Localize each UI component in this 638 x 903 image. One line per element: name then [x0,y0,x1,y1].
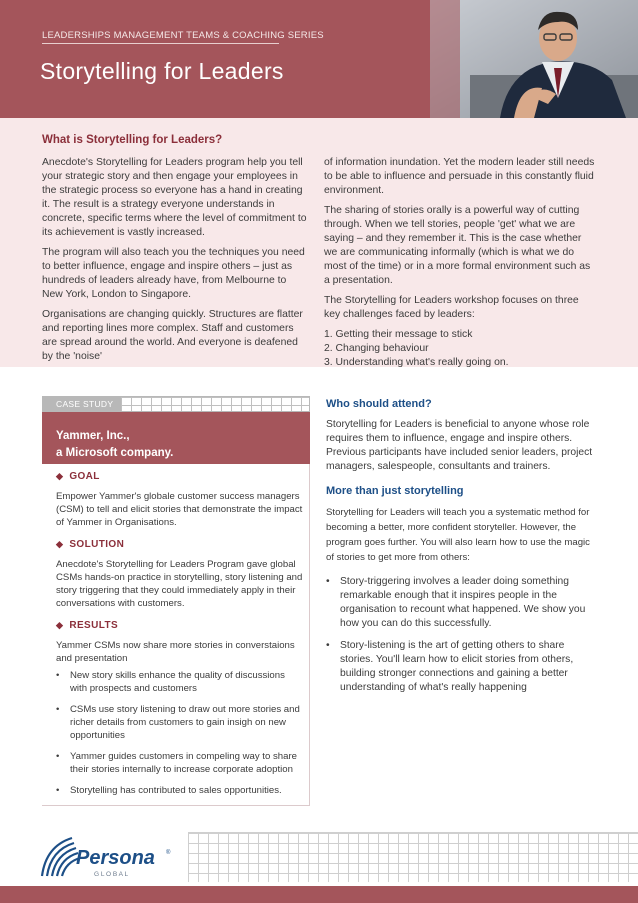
case-study-body [56,470,304,805]
header-banner [0,0,638,118]
results-intro: Yammer CSMs now share more stories in converstaions and presentation [56,640,295,664]
intro-paragraph: of information inundation. Yet the modern leader still needs to be able to influence and persuade in this constantly fluid environment. [324,157,595,196]
more-heading: More than just storytelling [326,485,464,497]
case-study-header [42,412,310,464]
list-item: 1. Getting their message to stick [324,329,473,340]
bullet-icon: • [56,704,60,715]
intro-paragraph: The sharing of stories orally is a powerful way of cutting through. When we tell stories, people 'get' what we are saying – and they remember it. This is the case whether we are communicating informally (which is what we do most of the time) or in a more formal environment such as a presentation. [324,205,591,286]
bullet-icon: • [56,670,60,681]
diamond-icon: ◆ [56,471,64,481]
more-text: Storytelling for Leaders will teach you a systematic method for becoming a better, more confident storyteller. However, the program goes further. You will also learn how to use the magic of stories to get more from others: [326,507,590,563]
persona-global-logo [38,832,178,882]
challenges-list [324,328,596,370]
case-study-box [42,412,310,806]
company-subtitle: a Microsoft company. [56,447,174,459]
series-label: LEADERSHIPS MANAGEMENT TEAMS & COACHING SERIES [42,30,324,41]
businessman-photo [430,0,638,118]
intro-heading: What is Storytelling for Leaders? [42,134,223,146]
right-column [326,397,596,703]
list-item-text: Storytelling has contributed to sales opportunities. [70,785,282,796]
intro-section [0,118,638,367]
case-study-company [56,428,173,462]
footer-band [0,886,638,903]
case-study-grid-decoration [120,396,310,412]
logo-subtitle: G L O B A L [94,871,129,878]
goal-label-text: GOAL [69,471,100,482]
goal-text: Empower Yammer's globale customer success managers (CSM) to tell and elicit stories that demonstrate the impact of Yammer in Organisations. [56,491,303,528]
list-item: 2. Changing behaviour [324,343,429,354]
list-item: 3. Understanding what's really going on. [324,357,509,368]
case-study-tab: CASE STUDY [42,396,120,412]
registered-mark: ® [166,850,171,856]
intro-right-column [324,156,596,370]
list-item [56,750,304,776]
results-label [56,619,304,632]
intro-left-column [42,156,308,370]
intro-paragraph: The program will also teach you the techniques you need to better influence, engage and inspire others – just as hundreds of leaders already have, from Melbourne to New York, London to Singapore. [42,247,305,300]
list-item [56,784,304,797]
company-name: Yammer, Inc., [56,430,130,442]
attend-text: Storytelling for Leaders is beneficial to anyone whose role requires them to influence, engage and inspire others. Previous participants have included senior leaders, project managers, salespeople, consultants and trainers. [326,419,593,472]
bullet-icon: • [326,640,330,651]
attend-heading: Who should attend? [326,398,432,410]
bullet-icon: • [326,576,330,587]
solution-text: Anecdote's Storytelling for Leaders Program gave global CSMs hands-on practice in storytelling, story listening and story triggering that they could immediately apply in their conversations with customers. [56,559,303,609]
series-underline [42,43,279,44]
diamond-icon: ◆ [56,539,64,549]
list-item-text: Story-listening is the art of getting others to share stories. You'll learn how to elicit stories from others, building stronger connections and gaining a better understanding of what's really happening [340,640,574,693]
bullet-icon: • [56,751,60,762]
solution-label [56,538,304,551]
list-item-text: New story skills enhance the quality of discussions with prospects and customers [70,670,285,694]
diamond-icon: ◆ [56,620,64,630]
intro-paragraph: The Storytelling for Leaders workshop focuses on three key challenges faced by leaders: [324,295,579,320]
list-item-text: Story-triggering involves a leader doing something remarkable enough that it inspires people in the organisation to recount what happened. We show you how you can do this successfully. [340,576,586,629]
intro-paragraph: Anecdote's Storytelling for Leaders program help you tell your strategic story and then engage your employees in the strategic process so everyone has a hand in creating it. The result is a strategy everyone understands in concrete, specific terms where the level of commitment to its achievement is vastly increased. [42,157,307,238]
list-item-text: Yammer guides customers in compeling way to share their stories internally to increase corporate adoption [70,751,297,775]
goal-label [56,470,304,483]
page-title: Storytelling for Leaders [40,58,284,84]
logo-wordmark: Persona [76,847,155,869]
list-item-text: CSMs use story listening to draw out more stories and richer details from customers to gain insigh on new opportunities [70,704,300,741]
footer-grid-decoration [188,832,638,882]
solution-label-text: SOLUTION [69,539,125,550]
list-item [326,575,596,631]
intro-paragraph: Organisations are changing quickly. Structures are flatter and reporting lines more complex. Staff and customers are spread around the world. And everyone is deafened by the 'noise' [42,309,303,362]
results-label-text: RESULTS [69,620,119,631]
list-item [326,639,596,695]
bullet-icon: • [56,785,60,796]
list-item [56,669,304,695]
list-item [56,703,304,742]
